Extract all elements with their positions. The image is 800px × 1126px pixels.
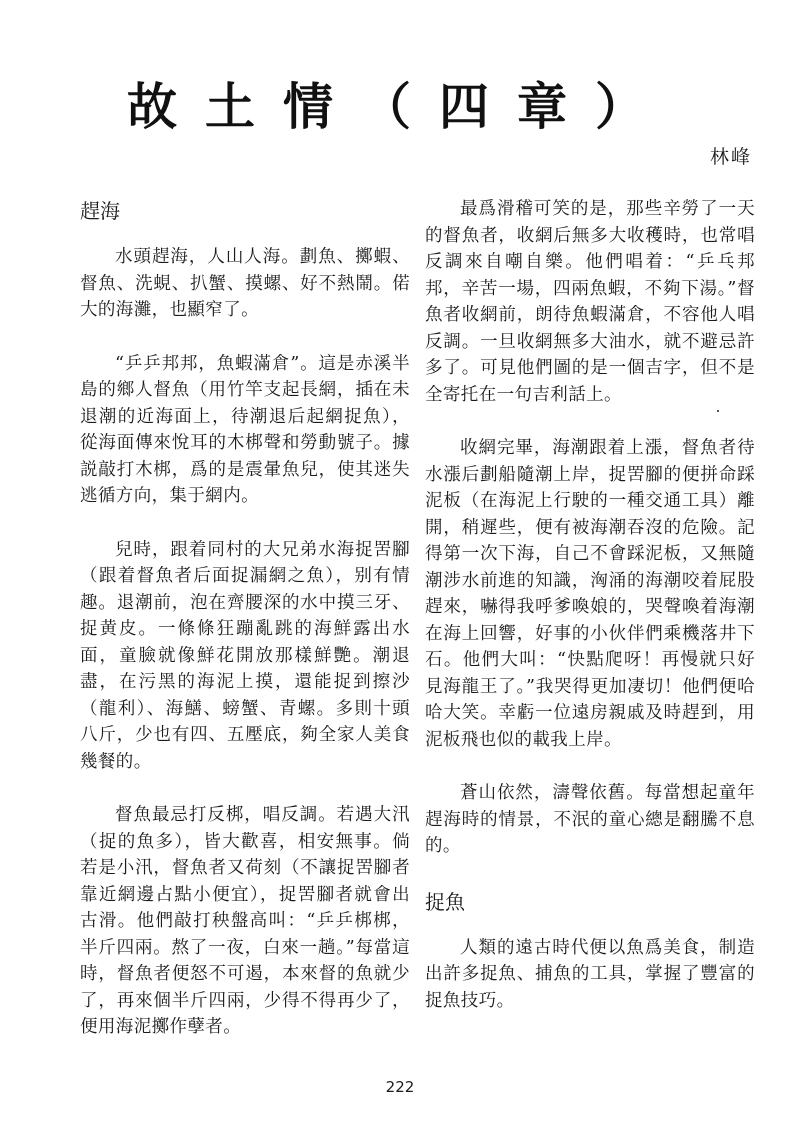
paragraph: “乒乒邦邦，魚蝦滿倉”。這是赤溪半島的鄉人督魚（用竹竿支起長網，插在未退潮的近海面上，待潮退后起網捉魚），從海面傳來悅耳的木梆聲和勞動號子。據説敲打木梆，爲的是震暈魚兒，使其迷失逃循方向，集于網内。 (80, 353, 410, 506)
paragraph: 最爲滑稽可笑的是，那些辛勞了一天的督魚者，收網后無多大收穫時，也常唱反調來自嘲自樂。他們唱着：“乒乓邦邦，辛苦一場，四兩魚蝦，不夠下湯。”督魚者收網前，朗待魚蝦滿倉，不容他人唱反調。一旦收網無多大油水，就不避忌許多了。可見他們圖的是一個吉字，但不是全寄托在一句吉利話上。 (425, 199, 755, 405)
left-column (80, 196, 410, 1068)
paragraph: 蒼山依然，濤聲依舊。每當想起童年趕海時的情景，不泯的童心總是翻騰不息的。 (425, 783, 755, 856)
right-column (425, 196, 755, 1041)
paragraph: 督魚最忌打反梆，唱反調。若遇大汛（捉的魚多），皆大歡喜，相安無事。倘若是小汛，督魚者又荷刻（不讓捉罟腳者靠近網邊占點小便宜），捉罟腳者就會出古滑。他們敲打秧盤高叫：“乒乒梆梆，半斤四兩。熬了一夜，白來一趟。”每當這時，督魚者便怒不可遏，本來督的魚就少了，再來個半斤四兩，少得不得再少了，便用海泥擲作孽者。 (80, 805, 410, 1037)
author-name: 林峰 (709, 146, 752, 168)
paragraph: 水頭趕海，人山人海。劃魚、擲蝦、督魚、洗蜆、扒蟹、摸螺、好不熱鬧。偌大的海灘，也顯窄了。 (80, 247, 410, 320)
paragraph: 兒時，跟着同村的大兄弟水海捉罟腳（跟着督魚者后面捉漏網之魚），别有情趣。退潮前，泡在齊腰深的水中摸三牙、捉黄皮。一條條狂蹦亂跳的海鮮露出水面，童臉就像鮮花開放那樣鮮艷。潮退盡，在污黑的海泥上摸，還能捉到擦沙（龍利）、海鱔、螃蟹、青螺。多則十頭八斤，少也有四、五壓底，夠全家人美食幾餐的。 (80, 539, 410, 772)
section-heading-zhuo-yu: 捉魚 (425, 889, 465, 914)
paragraph: 人類的遠古時代便以魚爲美食，制造出許多捉魚、捕魚的工具，掌握了豐富的捉魚技巧。 (425, 937, 755, 1011)
article-title: 故土情（四章） (127, 77, 673, 136)
scan-speck (717, 410, 719, 412)
paragraph: 收網完畢，海潮跟着上漲，督魚者待水漲后劃船隨潮上岸，捉罟腳的便拼命踩泥板（在海泥上行駛的一種交通工具）離開，稍遲些，便有被海潮吞沒的危險。記得第一次下海，自己不會踩泥板，又無隨潮涉水前進的知識，洶涌的海潮咬着屁股趕來，嚇得我呼爹喚娘的，哭聲喚着海潮在海上回響，好事的小伙伴們乘機落井下石。他們大叫：“快點爬呀！再慢就只好見海龍王了。”我哭得更加凄切！他們便哈哈大笑。幸虧一位遠房親戚及時趕到，用泥板飛也似的載我上岸。 (425, 438, 755, 750)
page-number: 222 (385, 1078, 415, 1096)
section-heading-gan-hai: 趕海 (80, 199, 120, 223)
